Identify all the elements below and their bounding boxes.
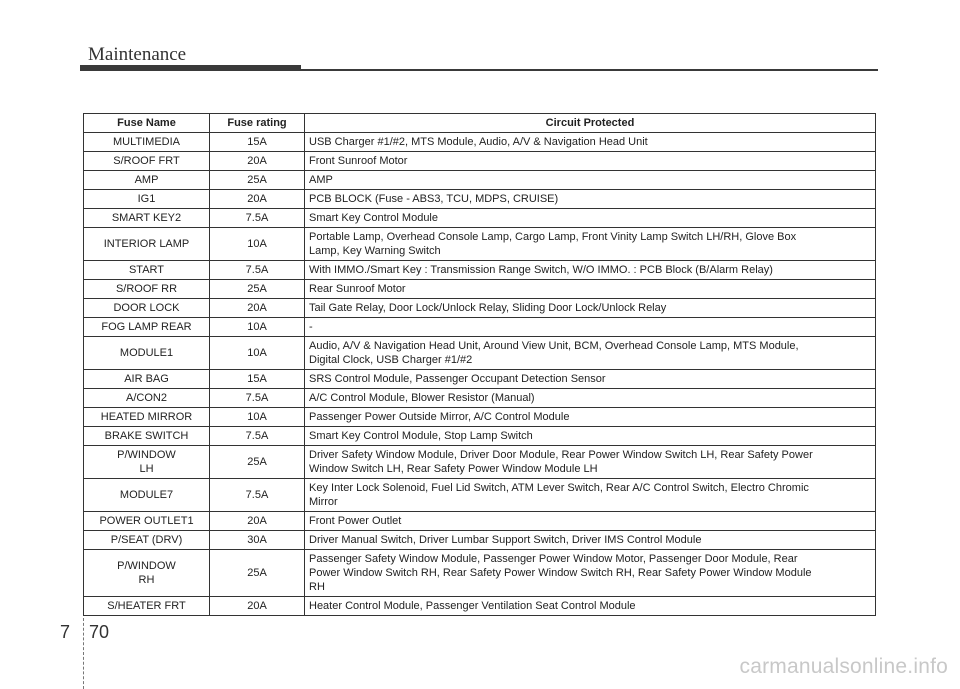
- fuse-rating-cell: 30A: [210, 531, 305, 550]
- table-row: [84, 479, 876, 512]
- fuse-name-cell: MODULE7: [84, 479, 210, 512]
- page-number: 70: [89, 622, 110, 642]
- fuse-name-cell: S/HEATER FRT: [84, 597, 210, 616]
- table-header-row: [84, 114, 876, 133]
- fuse-rating-cell: 10A: [210, 408, 305, 427]
- table-row: [84, 280, 876, 299]
- fuse-name-cell: A/CON2: [84, 389, 210, 408]
- column-header-fuse-rating: Fuse rating: [210, 114, 305, 133]
- table-row: [84, 152, 876, 171]
- fuse-rating-cell: 25A: [210, 280, 305, 299]
- circuit-protected-cell: PCB BLOCK (Fuse - ABS3, TCU, MDPS, CRUISE): [305, 190, 876, 209]
- fuse-rating-cell: 10A: [210, 228, 305, 261]
- fuse-name-cell: P/WINDOW LH: [84, 446, 210, 479]
- fuse-rating-cell: 20A: [210, 152, 305, 171]
- circuit-protected-cell: Passenger Power Outside Mirror, A/C Control Module: [305, 408, 876, 427]
- table-row: [84, 171, 876, 190]
- circuit-protected-cell: AMP: [305, 171, 876, 190]
- fuse-name-cell: AMP: [84, 171, 210, 190]
- circuit-protected-cell: -: [305, 318, 876, 337]
- fuse-rating-cell: 20A: [210, 597, 305, 616]
- fuse-rating-cell: 25A: [210, 171, 305, 190]
- fuse-rating-cell: 10A: [210, 337, 305, 370]
- table-row: [84, 550, 876, 597]
- fuse-name-cell: S/ROOF RR: [84, 280, 210, 299]
- table-row: [84, 190, 876, 209]
- fuse-name-cell: AIR BAG: [84, 370, 210, 389]
- fuse-name-cell: P/SEAT (DRV): [84, 531, 210, 550]
- fuse-rating-cell: 15A: [210, 133, 305, 152]
- fuse-rating-cell: 7.5A: [210, 261, 305, 280]
- fuse-name-cell: IG1: [84, 190, 210, 209]
- table-row: [84, 427, 876, 446]
- circuit-protected-cell: Passenger Safety Window Module, Passenger Power Window Motor, Passenger Door Module, Rear Power Window Switch RH, Rear Safety Power Window Switch RH, Rear Safety Power Window Module RH: [305, 550, 876, 597]
- fuse-rating-cell: 20A: [210, 512, 305, 531]
- circuit-protected-cell: Audio, A/V & Navigation Head Unit, Around View Unit, BCM, Overhead Console Lamp, MTS Module, Digital Clock, USB Charger #1/#2: [305, 337, 876, 370]
- fuse-rating-cell: 7.5A: [210, 209, 305, 228]
- table-row: [84, 209, 876, 228]
- table-row: [84, 389, 876, 408]
- fuse-rating-cell: 7.5A: [210, 479, 305, 512]
- circuit-protected-cell: A/C Control Module, Blower Resistor (Manual): [305, 389, 876, 408]
- table-row: [84, 318, 876, 337]
- fuse-name-cell: MODULE1: [84, 337, 210, 370]
- fuse-rating-cell: 15A: [210, 370, 305, 389]
- circuit-protected-cell: Driver Safety Window Module, Driver Door Module, Rear Power Window Switch LH, Rear Safety Power Window Switch LH, Rear Safety Power Window Module LH: [305, 446, 876, 479]
- fuse-rating-cell: 10A: [210, 318, 305, 337]
- circuit-protected-cell: Front Power Outlet: [305, 512, 876, 531]
- circuit-protected-cell: Smart Key Control Module, Stop Lamp Switch: [305, 427, 876, 446]
- fuse-rating-cell: 25A: [210, 446, 305, 479]
- circuit-protected-cell: Key Inter Lock Solenoid, Fuel Lid Switch, ATM Lever Switch, Rear A/C Control Switch, Electro Chromic Mirror: [305, 479, 876, 512]
- chapter-number: 7: [60, 622, 71, 642]
- fuse-name-cell: POWER OUTLET1: [84, 512, 210, 531]
- fuse-rating-cell: 20A: [210, 190, 305, 209]
- fuse-name-cell: HEATED MIRROR: [84, 408, 210, 427]
- circuit-protected-cell: Rear Sunroof Motor: [305, 280, 876, 299]
- circuit-protected-cell: Driver Manual Switch, Driver Lumbar Support Switch, Driver IMS Control Module: [305, 531, 876, 550]
- column-header-circuit-protected: Circuit Protected: [305, 114, 876, 133]
- page-title: Maintenance: [88, 44, 187, 65]
- fuse-name-cell: FOG LAMP REAR: [84, 318, 210, 337]
- fuse-name-cell: SMART KEY2: [84, 209, 210, 228]
- fuse-table-body: [84, 133, 876, 616]
- circuit-protected-cell: Front Sunroof Motor: [305, 152, 876, 171]
- circuit-protected-cell: Tail Gate Relay, Door Lock/Unlock Relay, Sliding Door Lock/Unlock Relay: [305, 299, 876, 318]
- fuse-rating-cell: 20A: [210, 299, 305, 318]
- header-rule-thick: [80, 65, 301, 71]
- table-row: [84, 261, 876, 280]
- table-row: [84, 133, 876, 152]
- fuse-table: [83, 113, 876, 616]
- table-row: [84, 228, 876, 261]
- fuse-name-cell: MULTIMEDIA: [84, 133, 210, 152]
- table-row: [84, 299, 876, 318]
- table-row: [84, 597, 876, 616]
- table-row: [84, 408, 876, 427]
- circuit-protected-cell: USB Charger #1/#2, MTS Module, Audio, A/V & Navigation Head Unit: [305, 133, 876, 152]
- fuse-name-cell: P/WINDOW RH: [84, 550, 210, 597]
- circuit-protected-cell: Smart Key Control Module: [305, 209, 876, 228]
- circuit-protected-cell: Portable Lamp, Overhead Console Lamp, Cargo Lamp, Front Vinity Lamp Switch LH/RH, Glove Box Lamp, Key Warning Switch: [305, 228, 876, 261]
- fuse-name-cell: DOOR LOCK: [84, 299, 210, 318]
- fuse-name-cell: S/ROOF FRT: [84, 152, 210, 171]
- fuse-name-cell: START: [84, 261, 210, 280]
- circuit-protected-cell: Heater Control Module, Passenger Ventilation Seat Control Module: [305, 597, 876, 616]
- fuse-rating-cell: 7.5A: [210, 427, 305, 446]
- circuit-protected-cell: With IMMO./Smart Key : Transmission Range Switch, W/O IMMO. : PCB Block (B/Alarm Relay): [305, 261, 876, 280]
- watermark: carmanualsonline.info: [739, 655, 948, 678]
- table-row: [84, 512, 876, 531]
- page-divider: [83, 618, 84, 689]
- fuse-name-cell: INTERIOR LAMP: [84, 228, 210, 261]
- circuit-protected-cell: SRS Control Module, Passenger Occupant Detection Sensor: [305, 370, 876, 389]
- table-row: [84, 370, 876, 389]
- table-row: [84, 531, 876, 550]
- fuse-name-cell: BRAKE SWITCH: [84, 427, 210, 446]
- table-row: [84, 337, 876, 370]
- column-header-fuse-name: Fuse Name: [84, 114, 210, 133]
- table-row: [84, 446, 876, 479]
- fuse-rating-cell: 7.5A: [210, 389, 305, 408]
- fuse-rating-cell: 25A: [210, 550, 305, 597]
- header-rule-thin: [301, 69, 878, 71]
